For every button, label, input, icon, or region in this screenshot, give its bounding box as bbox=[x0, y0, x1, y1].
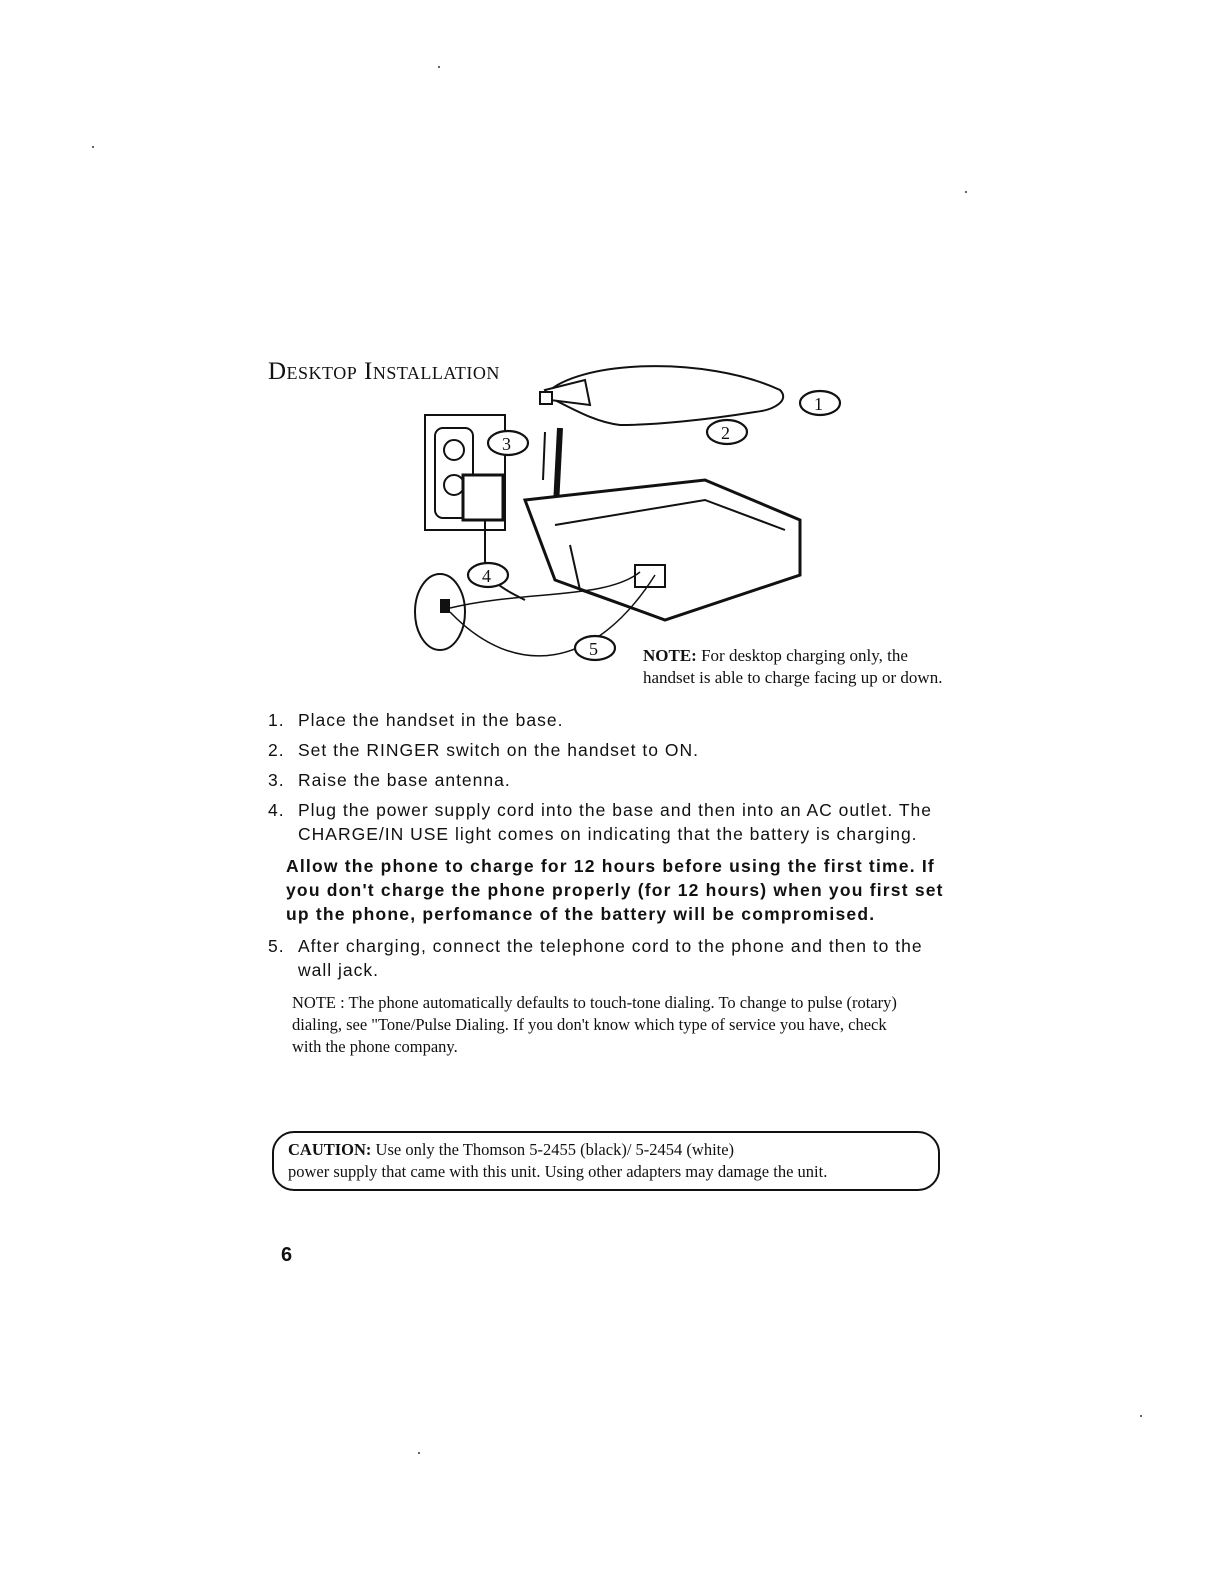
note-text: For desktop charging only, the handset is able to charge facing up or down. bbox=[643, 646, 943, 687]
svg-text:2: 2 bbox=[721, 423, 730, 443]
scan-speck bbox=[1140, 1415, 1142, 1417]
callout-1 bbox=[800, 391, 840, 415]
scan-speck bbox=[438, 66, 440, 68]
step-3: 3. Raise the base antenna. bbox=[268, 770, 511, 790]
charge-warning: Allow the phone to charge for 12 hours before using the first time. If you don't charge the phone properly (for 12 hours) when you first set up the phone, perfomance of the battery will be compromised. bbox=[286, 856, 944, 924]
svg-text:4: 4 bbox=[482, 566, 491, 586]
installation-diagram bbox=[405, 350, 865, 690]
page-title: Desktop Installation bbox=[268, 358, 500, 385]
caution-label: CAUTION: bbox=[288, 1140, 372, 1159]
step-4: 4. Plug the power supply cord into the base and then into an AC outlet. The CHARGE/IN USE light comes on indicating that the battery is charging. bbox=[268, 800, 932, 844]
svg-text:3: 3 bbox=[502, 434, 511, 454]
caution-box bbox=[272, 1131, 940, 1191]
callout-5 bbox=[575, 636, 615, 660]
callout-4 bbox=[468, 563, 508, 587]
page-number: 6 bbox=[281, 1244, 293, 1266]
svg-text:5: 5 bbox=[589, 639, 598, 659]
power-adapter-illustration bbox=[463, 475, 503, 520]
scan-speck bbox=[92, 146, 94, 148]
step-1: 1. Place the handset in the base. bbox=[268, 710, 564, 730]
scan-speck bbox=[965, 191, 967, 193]
svg-text:1: 1 bbox=[814, 394, 823, 414]
dialing-note: NOTE : The phone automatically defaults to touch-tone dialing. To change to pulse (rotary) dialing, see "Tone/Pulse Dialing. If you don't know which type of service you have, check with the phone company. bbox=[292, 993, 897, 1056]
installation-steps bbox=[268, 708, 948, 1058]
caution-line-1: Use only the Thomson 5-2455 (black)/ 5-2454 (white) bbox=[375, 1140, 735, 1159]
base-illustration bbox=[525, 480, 800, 620]
note-label: NOTE: bbox=[643, 646, 697, 665]
callout-2 bbox=[707, 420, 747, 444]
caution-line-2: power supply that came with this unit. Using other adapters may damage the unit. bbox=[288, 1162, 828, 1181]
step-2: 2. Set the RINGER switch on the handset to ON. bbox=[268, 740, 699, 760]
step-5: 5. After charging, connect the telephone cord to the phone and then to the wall jack. bbox=[268, 936, 923, 980]
desktop-charging-note bbox=[643, 645, 943, 689]
scan-speck bbox=[418, 1452, 420, 1454]
callout-3 bbox=[488, 431, 528, 455]
